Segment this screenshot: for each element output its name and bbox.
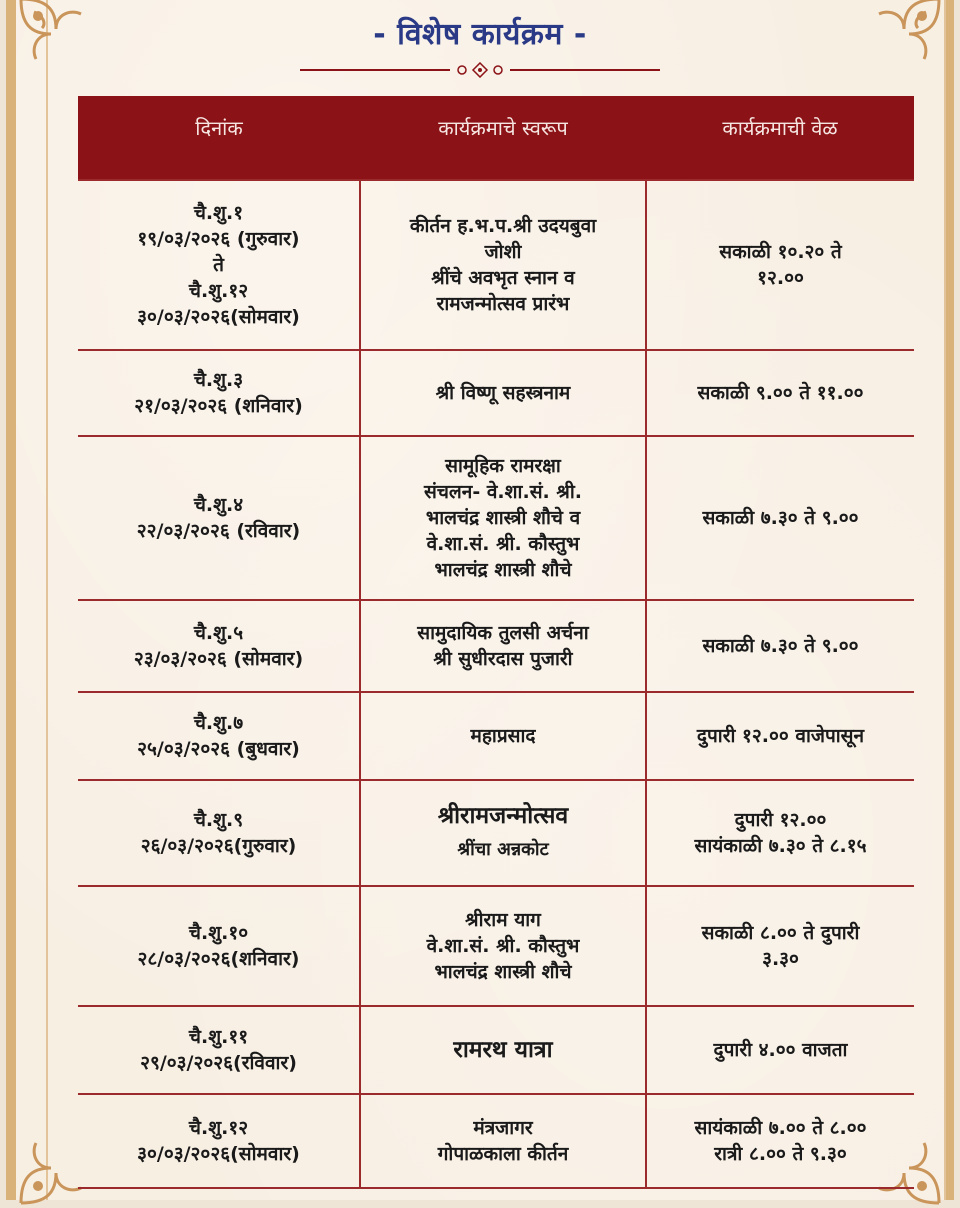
- date-cell: [78, 436, 360, 600]
- time-line: सकाळी ९.०० ते ११.००: [697, 382, 864, 404]
- date-cell: [78, 350, 360, 436]
- date-line: २२/०३/२०२६ (रविवार): [136, 520, 301, 542]
- time-line: दुपारी १२.०० वाजेपासून: [696, 725, 865, 747]
- date-line: ३०/०३/२०२६(सोमवार): [137, 306, 300, 328]
- time-line: सकाळी ८.०० ते दुपारी: [701, 922, 860, 944]
- program-cell: [360, 350, 646, 436]
- time-line: दुपारी ४.०० वाजता: [713, 1039, 848, 1061]
- date-line: २६/०३/२०२६(गुरुवार): [140, 835, 297, 857]
- program-line: भालचंद्र शास्त्री शौचे: [434, 961, 572, 983]
- header-time: कार्यक्रमाची वेळ: [646, 96, 914, 180]
- time-line: दुपारी १२.००: [734, 809, 827, 831]
- time-cell: [646, 886, 914, 1006]
- date-line: २१/०३/२०२६ (शनिवार): [134, 395, 303, 417]
- date-cell: [78, 180, 360, 350]
- date-cell: [78, 692, 360, 780]
- date-line: चै.शु.१२: [188, 280, 249, 302]
- date-line: चै.शु.३: [193, 369, 244, 391]
- program-highlight: श्रीरामजन्मोत्सव: [437, 803, 569, 829]
- program-line: मंत्रजागर: [473, 1117, 533, 1139]
- date-line: २९/०३/२०२६(रविवार): [140, 1052, 297, 1074]
- date-cell: [78, 1006, 360, 1094]
- program-highlight: रामरथ यात्रा: [453, 1037, 553, 1063]
- date-cell: [78, 886, 360, 1006]
- time-line: सकाळी १०.२० ते: [719, 241, 842, 263]
- time-cell: [646, 180, 914, 350]
- date-line: चै.शु.१२: [188, 1117, 249, 1139]
- program-cell: [360, 1094, 646, 1188]
- time-line: सकाळी ७.३० ते ९.००: [702, 507, 859, 529]
- program-line: कीर्तन ह.भ.प.श्री उदयबुवा: [409, 215, 597, 237]
- date-line: २८/०३/२०२६(शनिवार): [137, 948, 300, 970]
- program-cell: [360, 692, 646, 780]
- date-line: ते: [213, 254, 224, 276]
- time-cell: [646, 1006, 914, 1094]
- program-line: वे.शा.सं. श्री. कौस्तुभ: [426, 935, 580, 957]
- table-row: [78, 350, 914, 436]
- program-line: श्रीराम याग: [465, 909, 541, 931]
- header-date: दिनांक: [78, 96, 360, 180]
- program-line: भालचंद्र शास्त्री शौचे: [434, 559, 572, 581]
- time-line: ३.३०: [762, 948, 799, 970]
- time-line: सायंकाळी ७.०० ते ८.००: [694, 1117, 867, 1139]
- date-line: ३०/०३/२०२६(सोमवार): [137, 1143, 300, 1165]
- program-line: जोशी: [484, 241, 522, 263]
- title-divider-ornament-icon: [300, 62, 660, 78]
- program-line: रामजन्मोत्सव प्रारंभ: [436, 293, 570, 315]
- time-cell: [646, 350, 914, 436]
- program-line: संचलन- वे.शा.सं. श्री.: [424, 481, 582, 503]
- table-row: [78, 1094, 914, 1188]
- program-cell: [360, 180, 646, 350]
- date-line: १९/०३/२०२६ (गुरुवार): [137, 228, 300, 250]
- program-line: श्रींचे अवभृत स्नान व: [431, 267, 575, 289]
- table-row: [78, 1006, 914, 1094]
- schedule-table: [78, 96, 914, 1189]
- time-cell: [646, 692, 914, 780]
- table-header-row: [78, 96, 914, 180]
- header-program: कार्यक्रमाचे स्वरूप: [360, 96, 646, 180]
- table-row: [78, 436, 914, 600]
- program-line: महाप्रसाद: [470, 725, 536, 747]
- date-line: चै.शु.९: [193, 809, 244, 831]
- date-line: चै.शु.७: [193, 712, 244, 734]
- date-line: चै.शु.१०: [188, 922, 249, 944]
- program-line: सामुदायिक तुलसी अर्चना: [417, 622, 589, 644]
- time-cell: [646, 600, 914, 692]
- program-cell: [360, 1006, 646, 1094]
- date-cell: [78, 1094, 360, 1188]
- time-line: सायंकाळी ७.३० ते ८.१५: [694, 835, 867, 857]
- program-line: गोपाळकाला कीर्तन: [437, 1143, 569, 1165]
- program-line: श्रींचा अन्नकोट: [457, 839, 549, 860]
- date-line: चै.शु.४: [193, 494, 244, 516]
- program-cell: [360, 436, 646, 600]
- date-line: २५/०३/२०२६ (बुधवार): [137, 738, 300, 760]
- page-title: - विशेष कार्यक्रम -: [373, 17, 587, 52]
- table-row: [78, 780, 914, 886]
- program-line: भालचंद्र शास्त्री शौचे व: [425, 507, 581, 529]
- date-line: चै.शु.१: [193, 202, 244, 224]
- program-line: सामूहिक रामरक्षा: [445, 455, 561, 477]
- table-row: [78, 180, 914, 350]
- program-cell: [360, 886, 646, 1006]
- table-row: [78, 692, 914, 780]
- time-line: रात्री ८.०० ते ९.३०: [714, 1143, 847, 1165]
- corner-ornament-icon: [16, 1138, 86, 1208]
- date-line: चै.शु.११: [188, 1026, 249, 1048]
- program-line: श्री विष्णू सहस्त्रनाम: [435, 382, 571, 404]
- date-cell: [78, 780, 360, 886]
- date-line: चै.शु.५: [193, 622, 244, 644]
- time-line: १२.००: [757, 267, 804, 289]
- time-cell: [646, 436, 914, 600]
- program-cell: [360, 600, 646, 692]
- table-row: [78, 600, 914, 692]
- table-row: [78, 886, 914, 1006]
- program-cell: [360, 780, 646, 886]
- time-cell: [646, 780, 914, 886]
- time-cell: [646, 1094, 914, 1188]
- date-line: २३/०३/२०२६ (सोमवार): [133, 648, 304, 670]
- date-cell: [78, 600, 360, 692]
- program-line: श्री सुधीरदास पुजारी: [433, 648, 573, 670]
- program-line: वे.शा.सं. श्री. कौस्तुभ: [426, 533, 580, 555]
- time-line: सकाळी ७.३० ते ९.००: [702, 635, 859, 657]
